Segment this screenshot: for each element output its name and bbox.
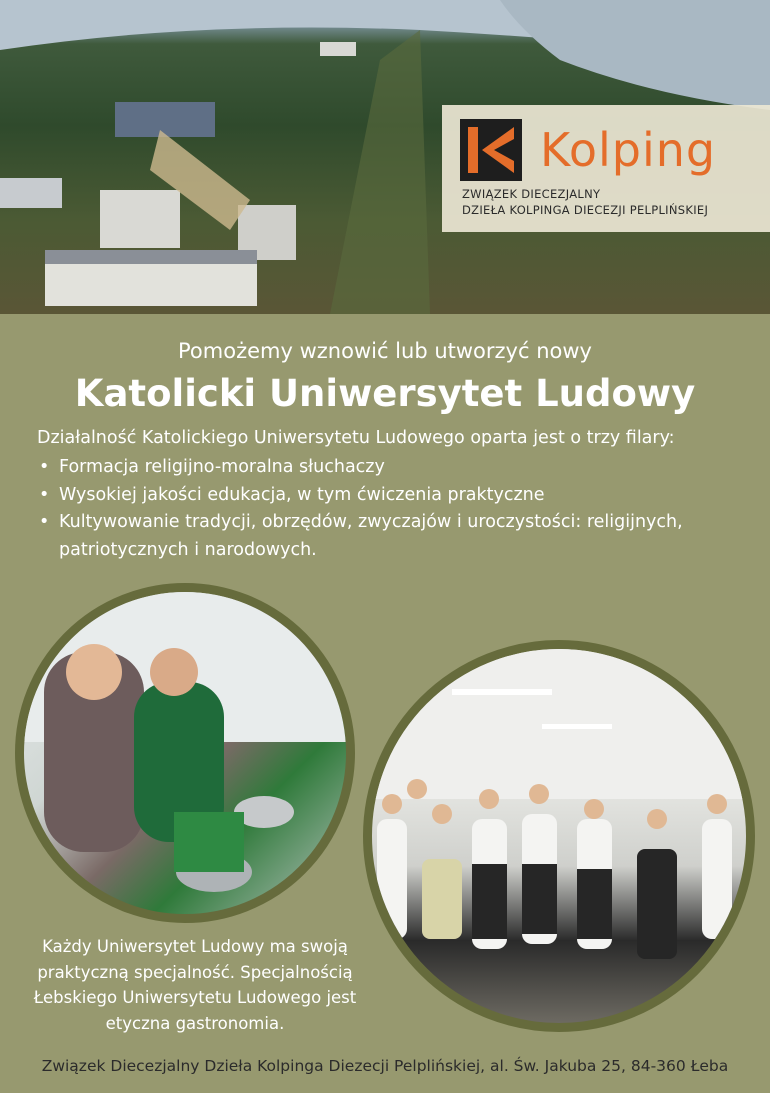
lead-text: Pomożemy wznowić lub utworzyć nowy [178,339,592,363]
footer-address: Związek Diecezjalny Dzieła Kolpinga Diezecji Pelplińskiej, al. Św. Jakuba 25, 84-360 Łeba [41,1057,729,1075]
hero-aerial-photo [0,0,770,314]
kolping-k-symbol [460,119,522,181]
kitchen-photo-circle [15,583,355,923]
pillar-item: • Wysokiej jakości edukacja, w tym ćwiczenia praktyczne [37,482,757,510]
group-chefs-photo-circle [363,640,755,1032]
kolping-logo [442,105,770,232]
specialty-caption: Każdy Uniwersytet Ludowy ma swoją praktyczną specjalność. Specjalnością Łebskiego Uniwersytetu Ludowego jest etyczna gastronomia. [33,937,357,1033]
pillar-item: • Formacja religijno-moralna słuchaczy [37,454,757,482]
logo-subtitle-line2: DZIEŁA KOLPINGA DIECEZJI PELPLIŃSKIEJ [462,203,709,217]
kolping-k-icon [460,119,522,181]
group-scene [372,649,746,1023]
pillars-intro: Działalność Katolickiego Uniwersytetu Ludowego oparta jest o trzy filary: [37,428,675,448]
pillar-item: • Kultywowanie tradycji, obrzędów, zwyczajów i uroczystości: religijnych, patriotycznych i narodowych. [37,509,757,564]
kitchen-scene [24,592,346,914]
logo-subtitle-line1: ZWIĄZEK DIECEZJALNY [462,187,601,201]
logo-brand-name: Kolping [540,123,717,177]
page-title: Katolicki Uniwersytet Ludowy [74,372,696,415]
pillars-list [37,454,757,564]
